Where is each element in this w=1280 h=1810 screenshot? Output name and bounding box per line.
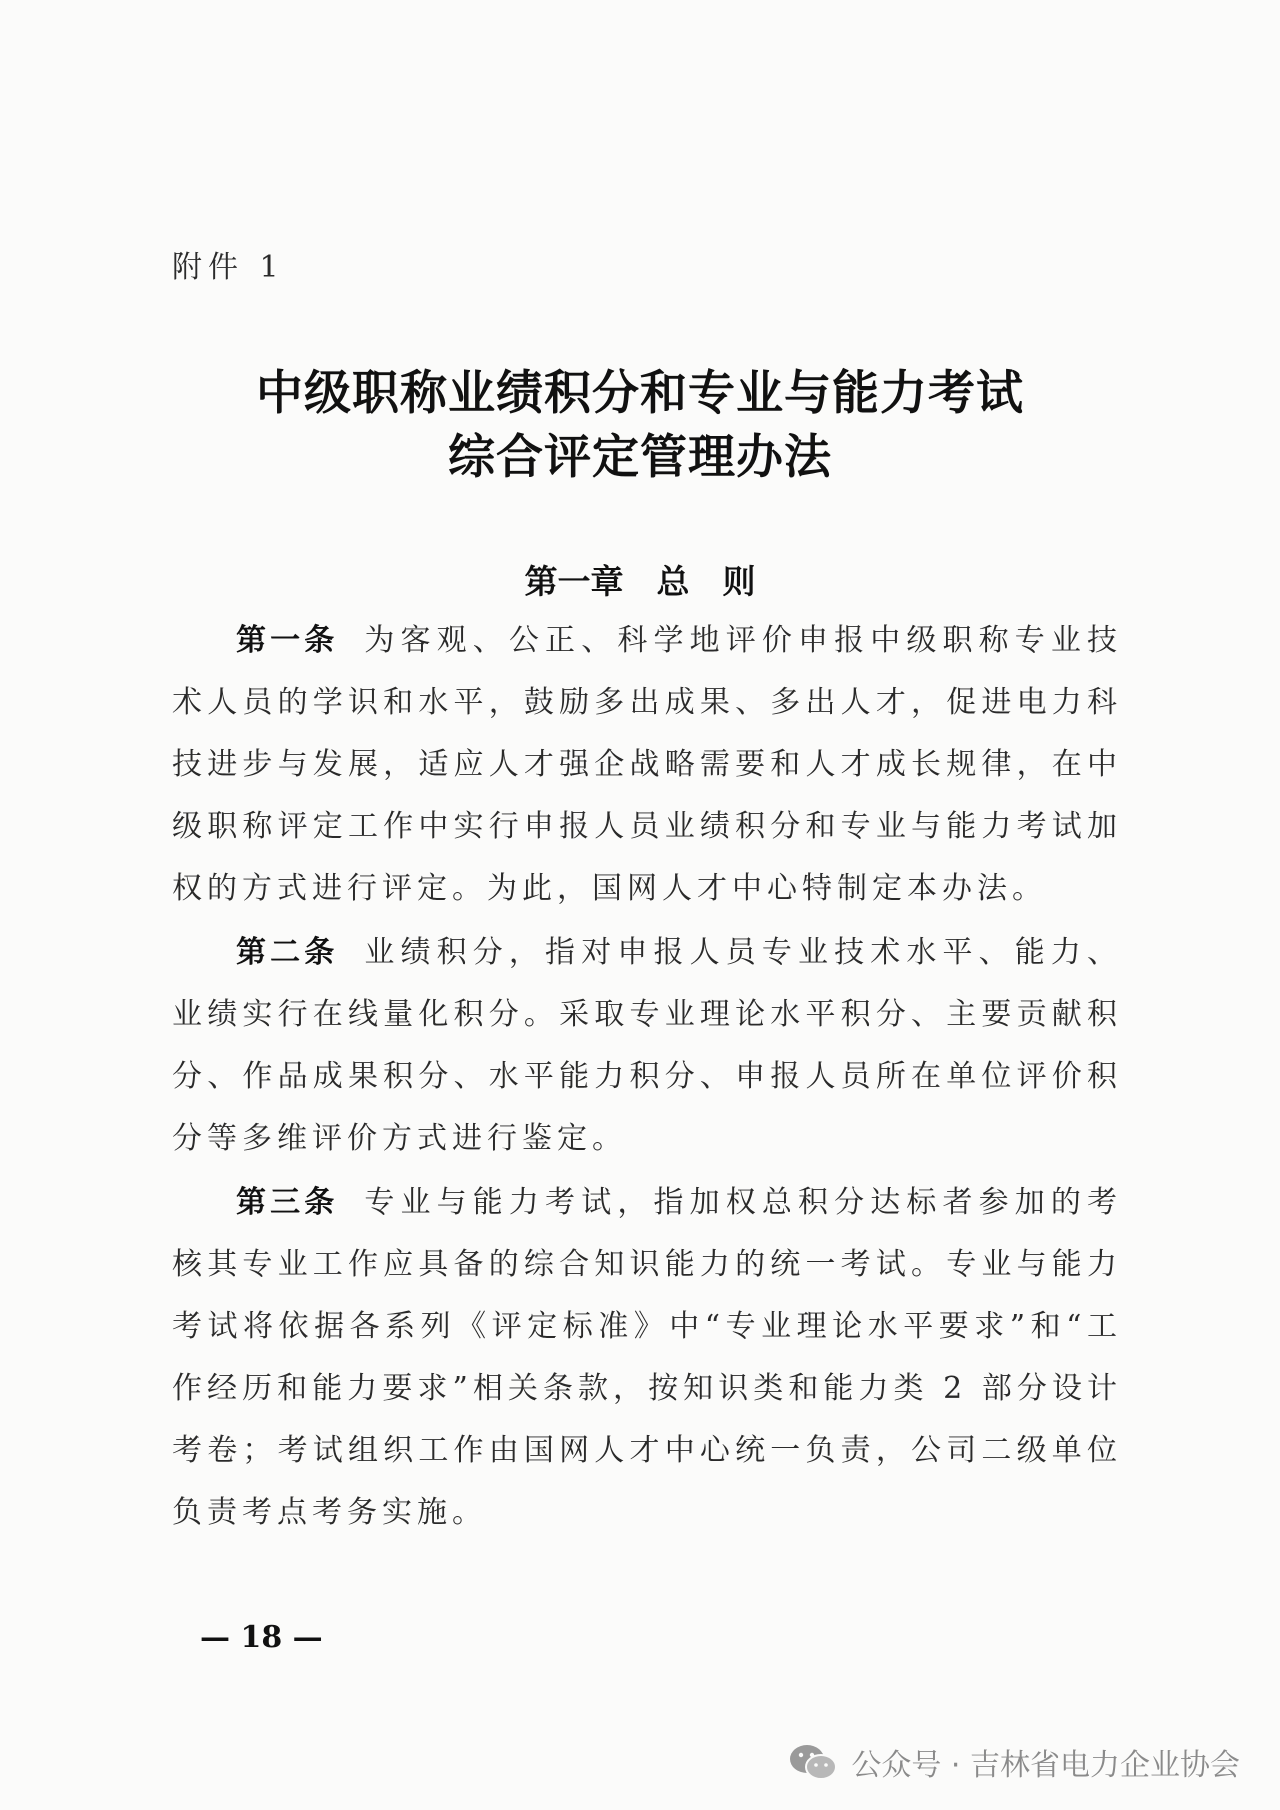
chapter-heading: 第一章 总 则 [524, 562, 756, 601]
attachment-label: 附件 1 [172, 250, 285, 285]
watermark [787, 1740, 1240, 1784]
article-2 [172, 922, 1122, 1170]
document-title-line1: 中级职称业绩积分和专业与能力考试 [256, 366, 1024, 421]
page-number: — 18 — [200, 1620, 323, 1655]
article-3 [172, 1172, 1122, 1544]
article-1-text: 为客观、公正、科学地评价申报中级职称专业技术人员的学识和水平，鼓励多出成果、多出人才，促进电力科技进步与发展，适应人才强企战略需要和人才成长规律，在中级职称评定工作中实行申报人员业绩积分和专业与能力考试加权的方式进行评定。为此，国网人才中心特制定本办法。 [172, 623, 1123, 906]
article-2-lead: 第二条 [236, 935, 339, 970]
wechat-icon [787, 1742, 839, 1782]
article-3-lead: 第三条 [236, 1185, 339, 1220]
article-1-lead: 第一条 [236, 623, 339, 658]
watermark-text: 公众号 · 吉林省电力企业协会 [851, 1748, 1240, 1783]
article-3-text: 专业与能力考试，指加权总积分达标者参加的考核其专业工作应具备的综合知识能力的统一考试。专业与能力考试将依据各系列《评定标准》中“专业理论水平要求”和“工作经历和能力要求”相关条款，按知识类和能力类 2 部分设计考卷；考试组织工作由国网人才中心统一负责，公司二级单位负责考点考务实施。 [172, 1185, 1123, 1530]
document-title-line2: 综合评定管理办法 [448, 430, 832, 485]
article-2-text: 业绩积分，指对申报人员专业技术水平、能力、业绩实行在线量化积分。采取专业理论水平积分、主要贡献积分、作品成果积分、水平能力积分、申报人员所在单位评价积分等多维评价方式进行鉴定。 [172, 935, 1123, 1156]
article-1 [172, 610, 1122, 920]
